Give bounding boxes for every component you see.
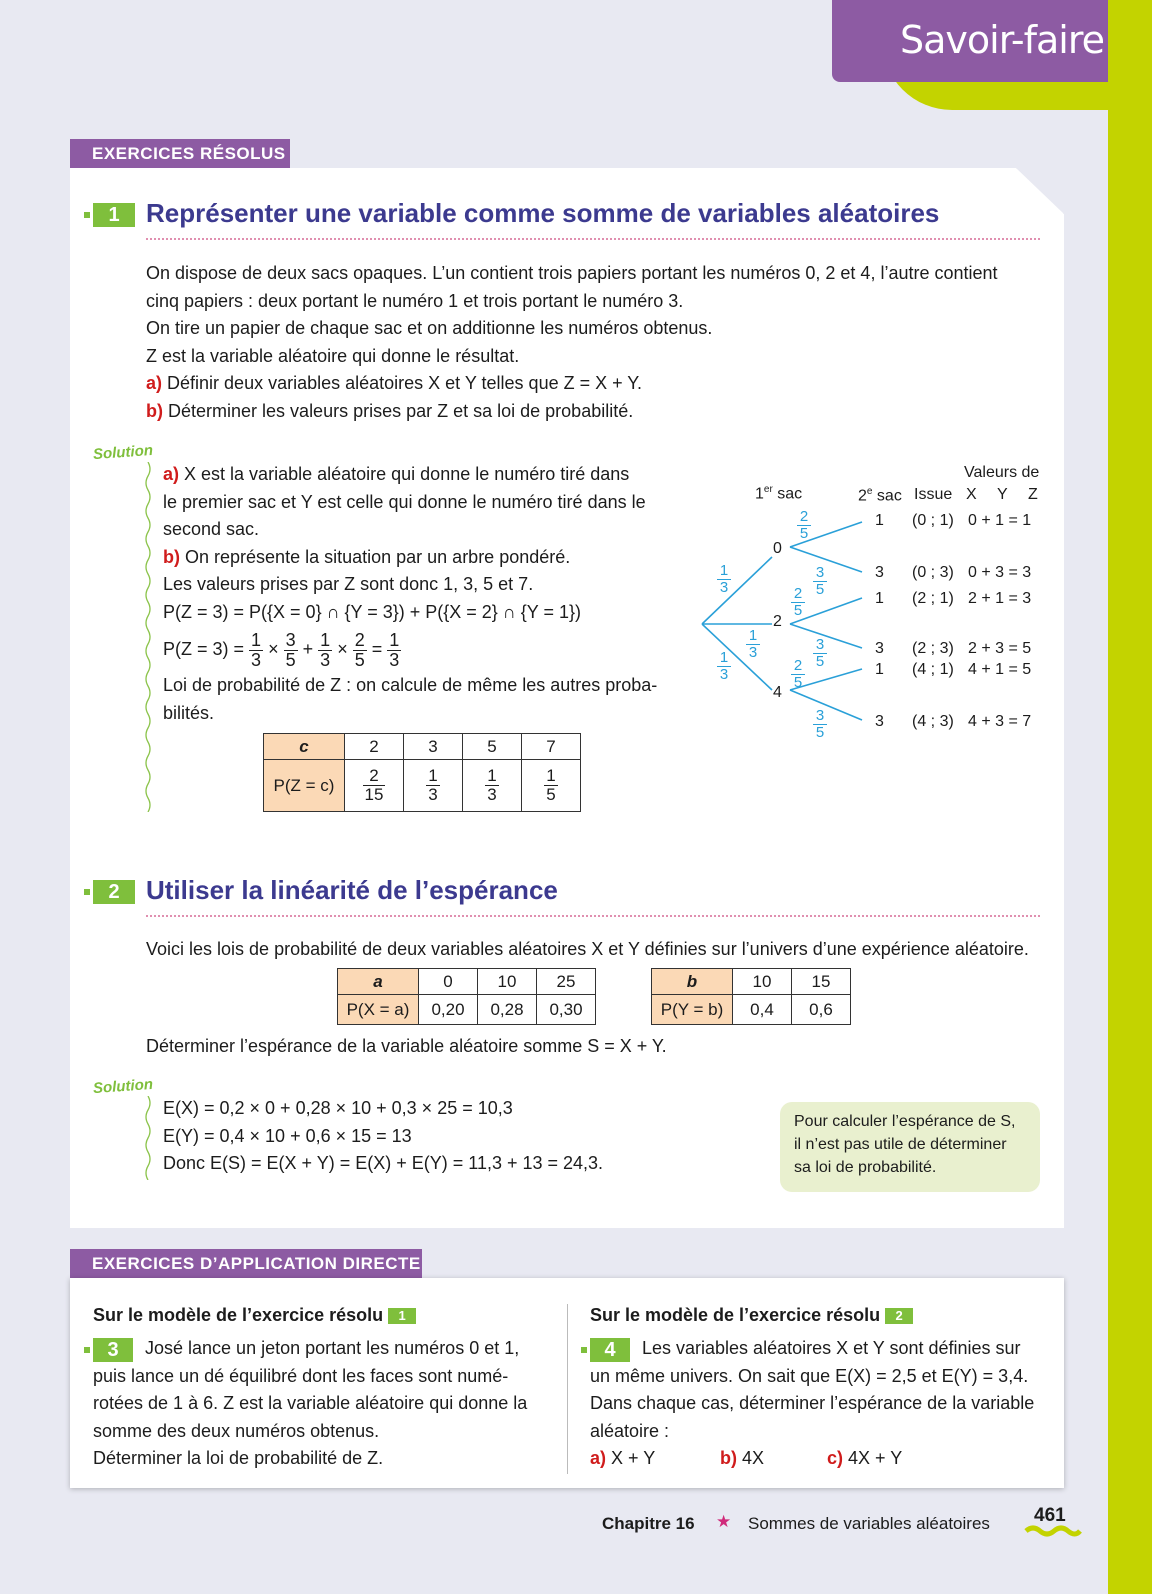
exercise-4-item-b: b) 4X [720,1448,765,1468]
tree-probability: 1 3 [717,650,731,683]
tree-header-values: Valeurs de [964,464,1040,481]
exercise-number-4: 4 [590,1338,630,1362]
tree-leaf-value: 3 [875,640,884,657]
tree-header-y: Y [997,486,1008,503]
exercise-4-model: Sur le modèle de l’exercice résolu 2 [590,1305,913,1326]
section-label-resolved: EXERCICES RÉSOLUS [70,139,290,169]
exercise-4-item-c: c) 4X + Y [827,1448,903,1468]
probability-tree-branches [690,500,890,750]
tree-header-issue: Issue [914,486,953,503]
tree-leaf-value: 3 [875,564,884,581]
exercise-1-solution: a) X est la variable aléatoire qui donne le numéro tiré dans le premier sac et Y est celle qui donne le numéro tiré dans le second sac. b) On représente la situation par un arbre pondéré. Les valeurs prises par Z sont donc 1, 3, 5 et 7. P(Z = 3) = P({X = 0} ∩ {Y = 3}) + P({X = 2} ∩ {Y = 1}) P(Z = 3) = $\frac{1}{3}$ × $\frac{3}{5}$ + $\frac{1}{3}$ × $\frac{2}{5}$ = $\frac{1}{3}$ Loi de probabilité de Z : on calcule de même les autres proba- bilités. [163,461,693,727]
tree-probability: 3 5 [813,565,827,598]
footer-star-icon: ★ [716,1512,732,1531]
tree-header-z: Z [1028,486,1038,503]
tree-probability: 2 5 [791,586,805,619]
exercise-1-title: Représenter une variable comme somme de variables aléatoires [146,198,940,228]
tree-leaf-sum: 0 + 3 = 3 [968,564,1032,581]
footer-chapter: Chapitre 16 [602,1514,695,1533]
law-of-y-table: b 10 15 P(Y = b) 0,4 0,6 [651,968,851,1025]
tree-leaf-issue: (4 ; 1) [912,661,954,678]
tip-note: Pour calculer l’espérance de S, il n’est pas utile de déterminer sa loi de probabilité. [780,1102,1040,1192]
exercise-number-2: 2 [93,880,135,904]
solution-wavy-line [144,1096,152,1180]
title-divider [146,238,1040,240]
tree-header-first-bag: 1er sac [755,484,803,503]
tree-header-second-bag: 2e sac [858,486,902,505]
tree-leaf-issue: (4 ; 3) [912,713,954,730]
tree-probability: 3 5 [813,708,827,741]
solution-wavy-line [144,462,152,812]
tree-header-x: X [966,486,977,503]
tree-leaf-value: 1 [875,661,884,678]
tree-leaf-issue: (2 ; 1) [912,590,954,607]
tree-leaf-issue: (0 ; 1) [912,512,954,529]
tree-leaf-sum: 4 + 3 = 7 [968,713,1032,730]
tree-probability: 1 3 [717,563,731,596]
exercise-2-solution: E(X) = 0,2 × 0 + 0,28 × 10 + 0,3 × 25 = 10,3 E(Y) = 0,4 × 10 + 0,6 × 15 = 13 Donc E(S) = E(X + Y) = E(X) + E(Y) = 11,3 + 13 = 24,3. [163,1098,604,1173]
tree-leaf-sum: 2 + 1 = 3 [968,590,1032,607]
tree-leaf-value: 1 [875,512,884,529]
tree-leaf-sum: 0 + 1 = 1 [968,512,1032,529]
exercise-3-model: Sur le modèle de l’exercice résolu 1 [93,1305,416,1326]
solution-label-2: Solution [92,1075,154,1098]
tree-leaf-value: 3 [875,713,884,730]
tree-leaf-sum: 2 + 3 = 5 [968,640,1032,657]
tree-probability: 1 3 [746,628,760,661]
exercise-4-item-a: a) X + Y [590,1448,656,1468]
law-of-z-table: c 2 3 5 7 P(Z = c) $\frac{2}{15}$ $\frac{1}{3}$ $\frac{1}{3}$ $\frac{1}{5}$ [263,733,581,812]
page-number: 461 [1034,1505,1066,1526]
header-tab [832,0,1152,110]
tree-node: 0 [773,540,782,557]
exercise-2-question: Déterminer l’espérance de la variable aléatoire somme S = X + Y. [146,1036,667,1056]
law-of-x-table: a 0 10 25 P(X = a) 0,20 0,28 0,30 [337,968,596,1025]
exercise-number-3: 3 [93,1338,133,1362]
tree-probability: 2 5 [797,509,811,542]
tree-node: 2 [773,613,782,630]
header-title: Savoir-faire [900,18,1104,62]
solution-label-1: Solution [92,441,154,464]
exercise-2-title: Utiliser la linéarité de l’espérance [146,875,558,905]
exercise-1-statement: On dispose de deux sacs opaques. L’un contient trois papiers portant les numéros 0, 2 et 4, l’autre contient cinq papiers : deux portant le numéro 1 et trois portant le numéro 3. On tire un papier de chaque sac et on additionne les numéros obtenus. Z est la variable aléatoire qui donne le résultat. a) Définir deux variables aléatoires X et Y telles que Z = X + Y. b) Déterminer les valeurs prises par Z et sa loi de probabilité. [146,263,998,421]
column-divider [567,1304,568,1474]
exercise-number-1: 1 [93,203,135,227]
section-label-direct: EXERCICES D’APPLICATION DIRECTE [70,1249,422,1279]
tree-probability: 2 5 [791,658,805,691]
exercise-2-statement: Voici les lois de probabilité de deux variables aléatoires X et Y définies sur l’univers d’une expérience aléatoire. [146,939,1029,959]
side-color-bar [1108,0,1152,1594]
tree-leaf-sum: 4 + 1 = 5 [968,661,1032,678]
tree-leaf-issue: (2 ; 3) [912,640,954,657]
exercise-3-text: José lance un jeton portant les numéros 0 et 1, puis lance un dé équilibré dont les faces sont numé- rotées de 1 à 6. Z est la variable aléatoire qui donne la somme des deux numéros obtenus. Déterminer la loi de probabilité de Z. [93,1338,528,1468]
tree-probability: 3 5 [813,637,827,670]
tree-node: 4 [773,684,782,701]
tree-leaf-issue: (0 ; 3) [912,564,954,581]
exercise-4-text: Les variables aléatoires X et Y sont définies sur un même univers. On sait que E(X) = 2,5 et E(Y) = 3,4. Dans chaque cas, déterminer l’espérance de la variable aléatoire : [590,1338,1035,1441]
title-divider [146,915,1040,917]
tree-leaf-value: 1 [875,590,884,607]
footer-topic: Sommes de variables aléatoires [748,1514,990,1533]
probability-calculation: P(Z = 3) = $\frac{1}{3}$ × $\frac{3}{5}$ + $\frac{1}{3}$ × $\frac{2}{5}$ = $\frac{1}{3}$ [163,629,400,670]
